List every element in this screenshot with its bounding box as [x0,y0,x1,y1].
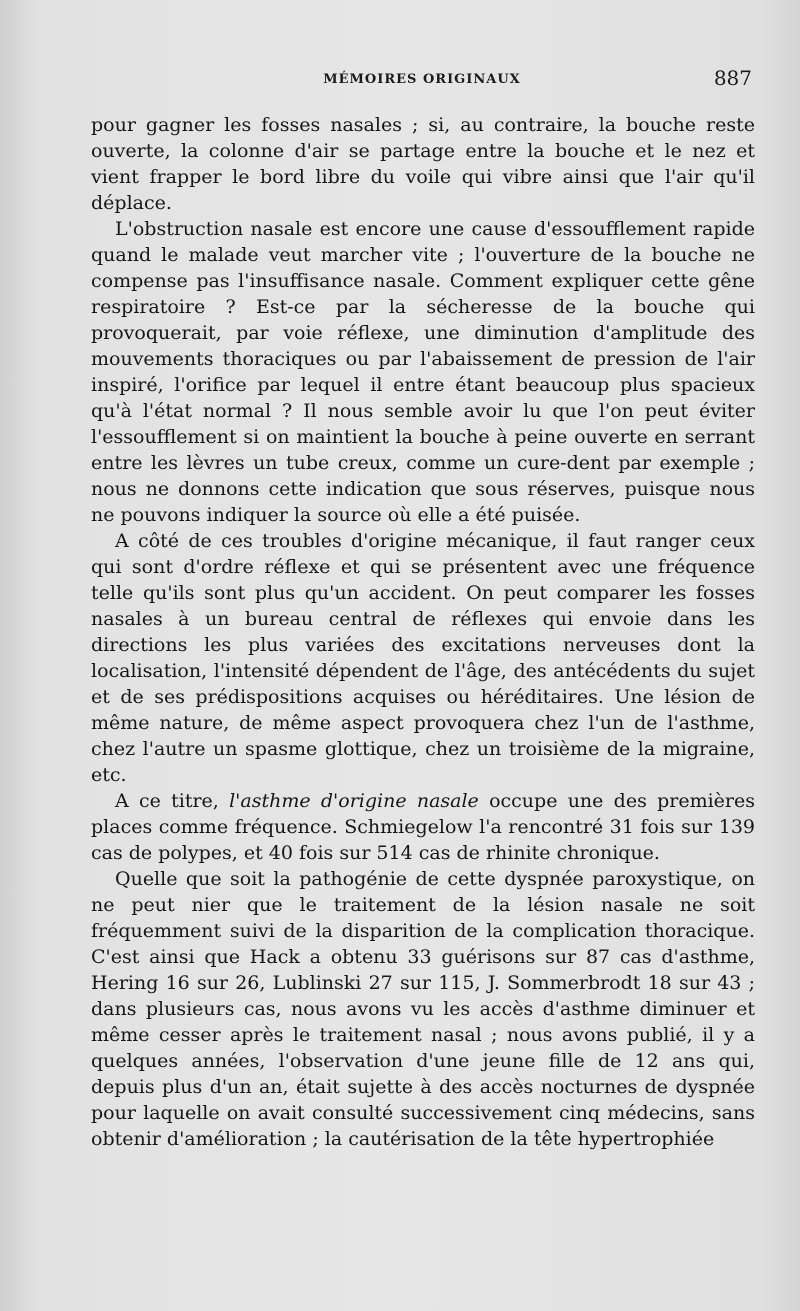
paragraph-4-italic: l'asthme d'origine nasale [229,790,479,812]
body-text [91,112,755,1152]
paragraph-4-start: A ce titre, [115,790,230,812]
paragraph-4-end: occupe une des premières places comme fréquence. Schmiegelow l'a rencontré 31 fois sur 139 cas de polypes, et 40 fois sur 514 cas de rhinite chronique. [91,790,755,864]
page-number: 887 [713,66,752,90]
paragraph-5: Quelle que soit la pathogénie de cette dyspnée paroxystique, on ne peut nier que le traitement de la lésion nasale ne soit fréquemment suivi de la disparition de la complication thoracique. C'est ainsi que Hack a obtenu 33 guérisons sur 87 cas d'asthme, Hering 16 sur 26, Lublinski 27 sur 115, J. Sommerbrodt 18 sur 43 ; dans plusieurs cas, nous avons vu les accès d'asthme diminuer et même cesser après le traitement nasal ; nous avons publié, il y a quelques années, l'observation d'une jeune fille de 12 ans qui, depuis plus d'un an, était sujette à des accès nocturnes de dyspnée pour laquelle on avait consulté successivement cinq médecins, sans obtenir d'amélioration ; la cautérisation de la tête hypertrophiée [91,868,755,1150]
paragraph-4 [91,788,755,866]
running-title: MÉMOIRES ORIGINAUX [323,72,521,87]
paragraph-1: pour gagner les fosses nasales ; si, au contraire, la bouche reste ouverte, la colonne d'air se partage entre la bouche et le nez et vient frapper le bord libre du voile qui vibre ainsi que l'air qu'il déplace. [91,114,755,214]
paragraph-3: A côté de ces troubles d'origine mécanique, il faut ranger ceux qui sont d'ordre réflexe et qui se présentent avec une fréquence telle qu'ils sont plus qu'un accident. On peut comparer les fosses nasales à un bureau central de réflexes qui envoie dans les directions les plus variées des excitations nerveuses dont la localisation, l'intensité dépendent de l'âge, des antécédents du sujet et de ses prédispositions acquises ou héréditaires. Une lésion de même nature, de même aspect provoquera chez l'un de l'asthme, chez l'autre un spasme glottique, chez un troisième de la migraine, etc. [91,530,755,786]
paragraph-2: L'obstruction nasale est encore une cause d'essoufflement rapide quand le malade veut marcher vite ; l'ouverture de la bouche ne compense pas l'insuffisance nasale. Comment expliquer cette gêne respiratoire ? Est-ce par la sécheresse de la bouche qui provoquerait, par voie réflexe, une diminution d'amplitude des mouvements thoraciques ou par l'abaissement de pression de l'air inspiré, l'orifice par lequel il entre étant beaucoup plus spacieux qu'à l'état normal ? Il nous semble avoir lu que l'on peut éviter l'essoufflement si on maintient la bouche à peine ouverte en serrant entre les lèvres un tube creux, comme un cure-dent par exemple ; nous ne donnons cette indication que sous réserves, puisque nous ne pouvons indiquer la source où elle a été puisée. [91,218,755,526]
running-header [90,66,754,92]
